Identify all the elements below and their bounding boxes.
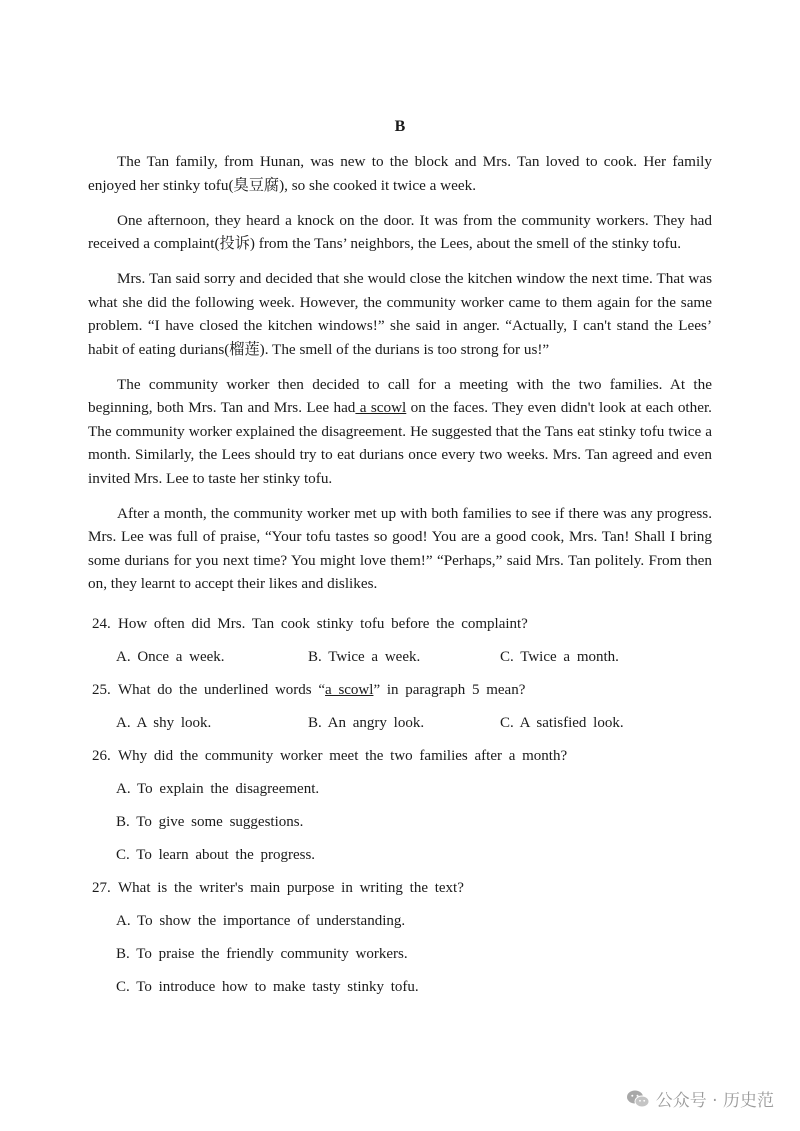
option-c: C. To introduce how to make tasty stinky tofu. [116, 979, 419, 995]
question-underlined-words: a scowl [325, 682, 374, 698]
option-b: B. To give some suggestions. [116, 814, 304, 830]
question-text: Why did the community worker meet the two families after a month? [118, 748, 568, 764]
paragraph-2: One afternoon, they heard a knock on the door. It was from the community workers. They had received a complaint(投诉) from the Tans’ neighbors, the Lees, about the smell of the stinky tofu. [88, 211, 712, 252]
question-text: What is the writer's main purpose in writing the text? [118, 880, 464, 896]
question-number: 24. [92, 616, 111, 632]
underlined-phrase: a scowl [355, 399, 407, 416]
watermark [626, 1086, 774, 1111]
question-number: 26. [92, 748, 111, 764]
paragraph-4 [88, 373, 712, 491]
option-a: A. Once a week. [116, 649, 225, 665]
question-24-options [92, 645, 712, 678]
option-b: B. To praise the friendly community workers. [116, 946, 408, 962]
option-b: B. Twice a week. [308, 649, 421, 665]
option-a: A. To explain the disagreement. [116, 781, 320, 797]
paragraph-4-before: The community worker then decided to call for a meeting with the two families. At the beginning, both Mrs. Tan and Mrs. Lee had [88, 375, 712, 416]
question-number: 27. [92, 880, 111, 896]
question-text-before: What do the underlined words “ [118, 682, 326, 698]
question-25 [92, 678, 712, 711]
paragraph-1: The Tan family, from Hunan, was new to the block and Mrs. Tan loved to cook. Her family enjoyed her stinky tofu(臭豆腐), so she cooked it twice a week. [88, 153, 712, 194]
option-c: C. Twice a month. [500, 649, 619, 665]
reading-passage [88, 150, 712, 607]
wechat-icon [626, 1089, 650, 1109]
paragraph-4-after: on the faces. They even didn't look at each other. The community worker explained the disagreement. He suggested that the Tans eat stinky tofu twice a month. Similarly, the Lees should try to eat durians once every two weeks. Mrs. Tan agreed and even invited Mrs. Lee to taste her stinky tofu. [88, 399, 712, 487]
question-25-options [92, 711, 712, 744]
question-text-after: ” in paragraph 5 mean? [373, 682, 526, 698]
question-list [92, 612, 712, 1008]
question-number: 25. [92, 682, 111, 698]
watermark-text: 公众号 · 历史范 [655, 1091, 774, 1111]
question-26 [92, 744, 712, 777]
option-c: C. A satisfied look. [500, 715, 624, 731]
option-a: A. To show the importance of understanding. [116, 913, 406, 929]
option-c: C. To learn about the progress. [116, 847, 316, 863]
paragraph-3: Mrs. Tan said sorry and decided that she would close the kitchen window the next time. That was what she did the following week. However, the community worker came to them again for the same problem. “I have closed the kitchen windows!” she said in anger. “Actually, I can't stand the Lees’ habit of eating durians(榴莲). The smell of the durians is too strong for us!” [88, 270, 712, 358]
question-24 [92, 612, 712, 645]
question-text: How often did Mrs. Tan cook stinky tofu before the complaint? [118, 616, 528, 632]
section-heading: B [394, 118, 406, 135]
paragraph-5: After a month, the community worker met up with both families to see if there was any progress. Mrs. Lee was full of praise, “Your tofu tastes so good! You are a good cook, Mrs. Tan! Shall I bring some durians for you next time? You might love them!” “Perhaps,” said Mrs. Tan politely. From then on, they learnt to accept their likes and dislikes. [88, 504, 712, 592]
option-b: B. An angry look. [308, 715, 425, 731]
option-a: A. A shy look. [116, 715, 212, 731]
question-27 [92, 876, 712, 909]
